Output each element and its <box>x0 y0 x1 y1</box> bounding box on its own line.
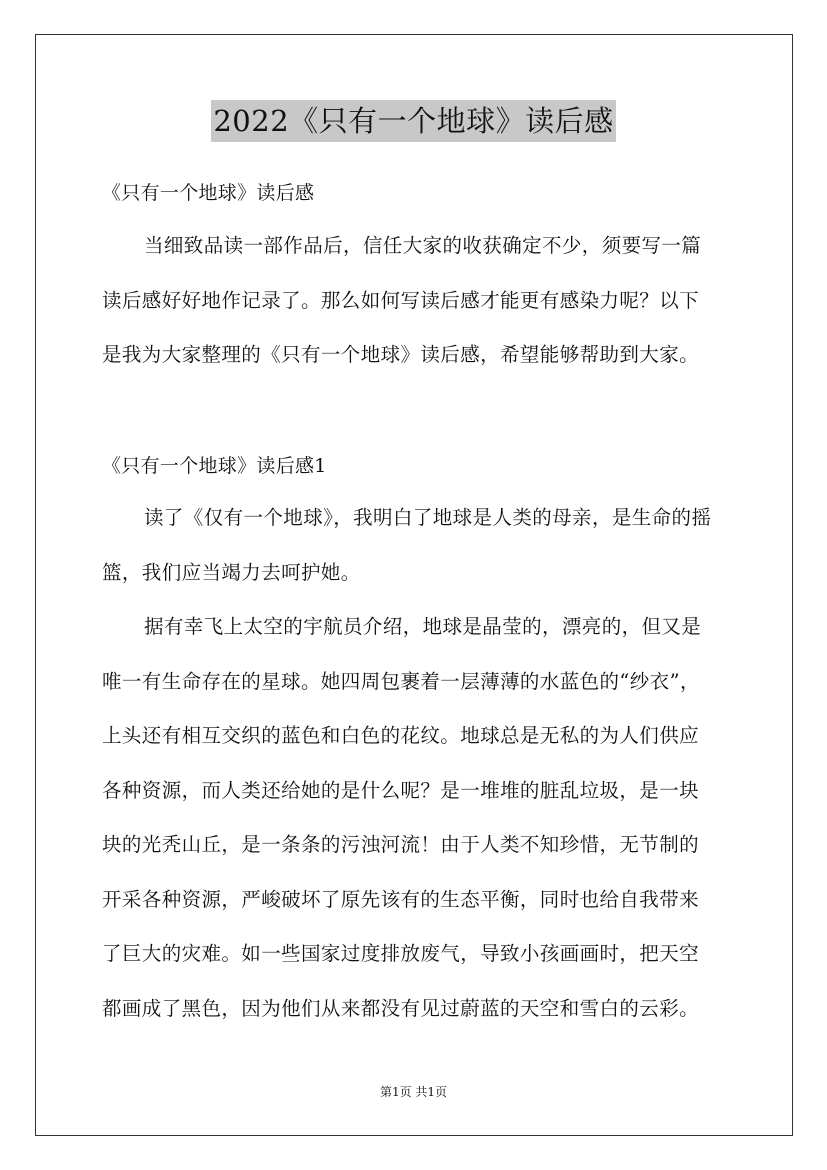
paragraph-line: 各种资源，而人类还给她的是什么呢？是一堆堆的脏乱垃圾，是一块 <box>102 778 700 802</box>
paragraph-line: 读后感好好地作记录了。那么如何写读后感才能更有感染力呢？以下 <box>102 288 700 312</box>
paragraph-line: 都画成了黑色，因为他们从来都没有见过蔚蓝的天空和雪白的云彩。 <box>102 996 700 1020</box>
paragraph-2 <box>102 600 730 1036</box>
paragraph-line: 是我为大家整理的《只有一个地球》读后感，希望能够帮助到大家。 <box>102 343 700 366</box>
paragraph-line: 块的光秃山丘，是一条条的污浊河流！由于人类不知珍惜，无节制的 <box>102 833 700 856</box>
paragraph-line: 了巨大的灾难。如一些国家过度排放废气，导致小孩画画时，把天空 <box>102 942 700 965</box>
intro-paragraph <box>102 219 730 383</box>
paragraph-line: 当细致品读一部作品后，信任大家的收获确定不少，须要写一篇 <box>144 234 702 257</box>
section-heading: 《只有一个地球》读后感1 <box>102 455 327 477</box>
page-footer: 第1页 共1页 <box>379 1085 448 1099</box>
title-container <box>0 100 827 142</box>
paragraph-line: 唯一有生命存在的星球。她四周包裹着一层薄薄的水蓝色的“纱衣”， <box>102 669 700 693</box>
paragraph-line: 上头还有相互交织的蓝色和白色的花纹。地球总是无私的为人们供应 <box>102 724 700 747</box>
paragraph-1 <box>102 491 730 600</box>
paragraph-line: 开采各种资源，严峻破坏了原先该有的生态平衡，同时也给自我带来 <box>102 887 700 911</box>
document-subtitle: 《只有一个地球》读后感 <box>102 182 315 204</box>
paragraph-line: 读了《仅有一个地球》，我明白了地球是人类的母亲，是生命的摇 <box>144 506 712 529</box>
paragraph-line: 篮，我们应当竭力去呵护她。 <box>102 560 361 584</box>
paragraph-line: 据有幸飞上太空的宇航员介绍，地球是晶莹的，漂亮的，但又是 <box>144 615 702 638</box>
document-title: 2022《只有一个地球》读后感 <box>211 100 615 142</box>
